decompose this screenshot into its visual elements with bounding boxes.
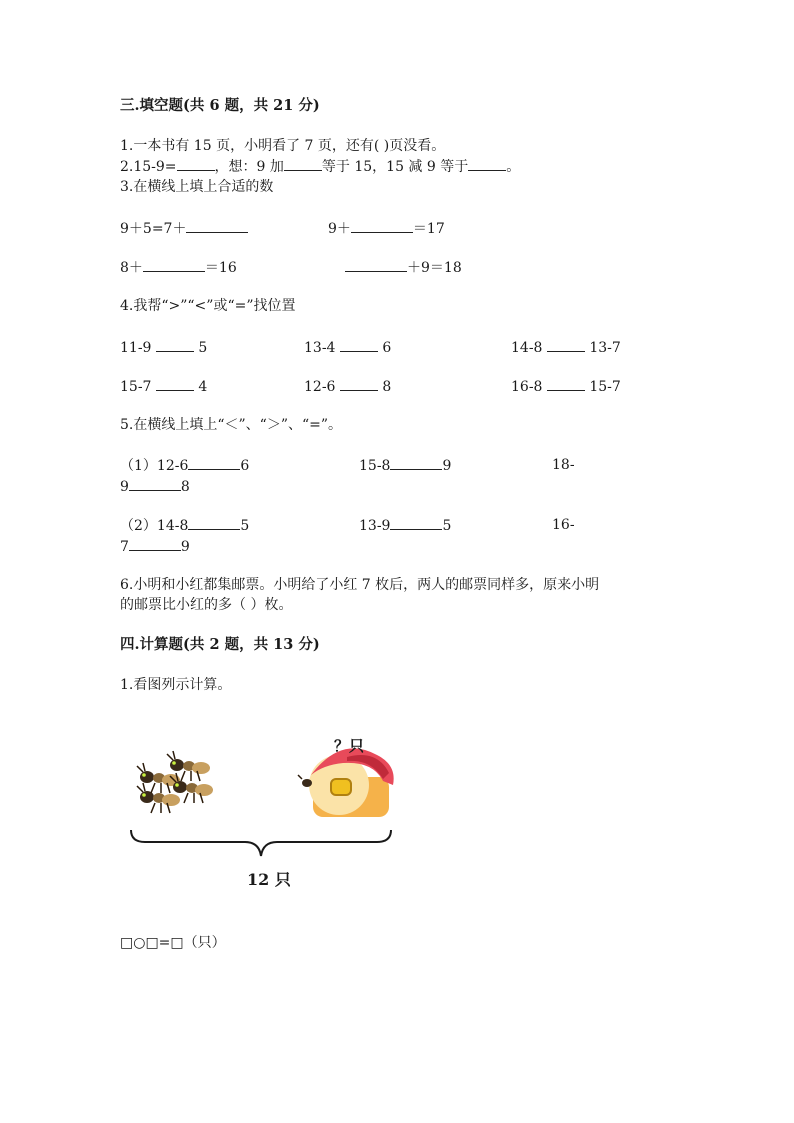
answer-blank[interactable] [188,516,240,530]
q4-left: 12-6 [304,379,336,395]
q5-expr: 7 [120,539,129,555]
q5-value: 6 [240,458,250,474]
q4-left: 15-7 [120,379,152,395]
q5-expr: （1）12-6 [120,458,189,474]
q4-right: 5 [198,340,208,356]
q4-item [120,338,207,357]
answer-blank[interactable] [129,537,181,551]
q2-text-a: 2.15-9= [120,159,177,175]
q3-expr: ＝16 [204,260,237,276]
answer-blank[interactable] [156,338,194,352]
q4-item [304,338,391,357]
q5-expr: 16- [552,517,575,533]
q4-left: 16-8 [511,379,543,395]
question-4-title: 4.我帮“>”“<”或“=”找位置 [120,298,296,314]
section4-title: 四.计算题(共 2 题，共 13 分) [120,636,320,653]
answer-blank[interactable] [547,377,585,391]
answer-blank[interactable] [156,377,194,391]
calc-question-1-title: 1.看图列示计算。 [120,677,232,693]
q3-expr: 8＋ [120,260,143,276]
q3-item [120,219,248,238]
q4-right: 15-7 [589,379,621,395]
q4-item [511,377,621,396]
answer-blank[interactable] [340,338,378,352]
q4-left: 14-8 [511,340,543,356]
q5-item [359,516,451,535]
q3-expr: ＋9＝18 [407,260,462,276]
q4-item [120,377,207,396]
q4-item [511,338,621,357]
answer-blank[interactable] [390,456,442,470]
q5-expr: 15-8 [359,458,391,474]
q5-item [120,516,249,535]
q5-expr: 9 [120,479,129,495]
q4-right: 4 [198,379,208,395]
q5-value: 8 [180,479,190,495]
q4-right: 6 [382,340,392,356]
answer-blank[interactable] [143,258,205,272]
q5-value: 9 [180,539,190,555]
q3-expr: 9＋5=7＋ [120,221,187,237]
answer-blank[interactable] [351,219,413,233]
q5-expr: （2）14-8 [120,518,189,534]
q3-item [120,258,237,277]
answer-blank[interactable] [390,516,442,530]
q5-item [120,537,190,556]
question-5-title: 5.在横线上填上“＜”、“＞”、“=”。 [120,417,343,433]
answer-blank[interactable] [345,258,407,272]
q2-text-c: 等于 15，15 减 9 等于 [321,159,469,175]
q5-value: 9 [442,458,452,474]
q5-expr: 18- [552,457,575,473]
answer-blank[interactable] [284,157,322,171]
question-6-line2: 的邮票比小红的多（ ）枚。 [120,597,293,613]
house-icon [298,748,394,817]
q5-expr: 13-9 [359,518,391,534]
ants-group-icon [137,751,213,813]
section3-title: 三.填空题(共 6 题，共 21 分) [120,97,320,114]
q5-item [359,456,451,475]
q5-item [120,456,249,475]
question-2 [120,157,520,176]
question-1: 1.一本书有 15 页，小明看了 7 页，还有( )页没看。 [120,138,446,154]
q3-item [328,219,445,238]
q4-right: 13-7 [589,340,621,356]
answer-blank[interactable] [186,219,248,233]
q4-left: 13-4 [304,340,336,356]
answer-template[interactable]: □○□=□（只） [120,935,226,951]
q2-text-b: ，想：9 加 [214,159,284,175]
answer-blank[interactable] [188,456,240,470]
brace-icon [131,830,391,856]
q2-text-d: 。 [506,159,521,175]
answer-blank[interactable] [340,377,378,391]
q5-value: 5 [240,518,250,534]
q4-right: 8 [382,379,392,395]
unknown-count-label: ？只 [334,737,365,755]
answer-blank[interactable] [547,338,585,352]
answer-blank[interactable] [177,157,215,171]
q4-item [304,377,391,396]
q3-expr: ＝17 [412,221,445,237]
question-6-line1: 6.小明和小红都集邮票。小明给了小红 7 枚后，两人的邮票同样多，原来小明 [120,577,600,593]
answer-blank[interactable] [129,477,181,491]
q3-item [345,258,462,277]
q5-value: 5 [442,518,452,534]
question-3-title: 3.在横线上填上合适的数 [120,179,274,195]
q5-item [120,477,190,496]
answer-blank[interactable] [468,157,506,171]
total-count-label: 12 只 [247,870,291,889]
q4-left: 11-9 [120,340,152,356]
q3-expr: 9＋ [328,221,351,237]
